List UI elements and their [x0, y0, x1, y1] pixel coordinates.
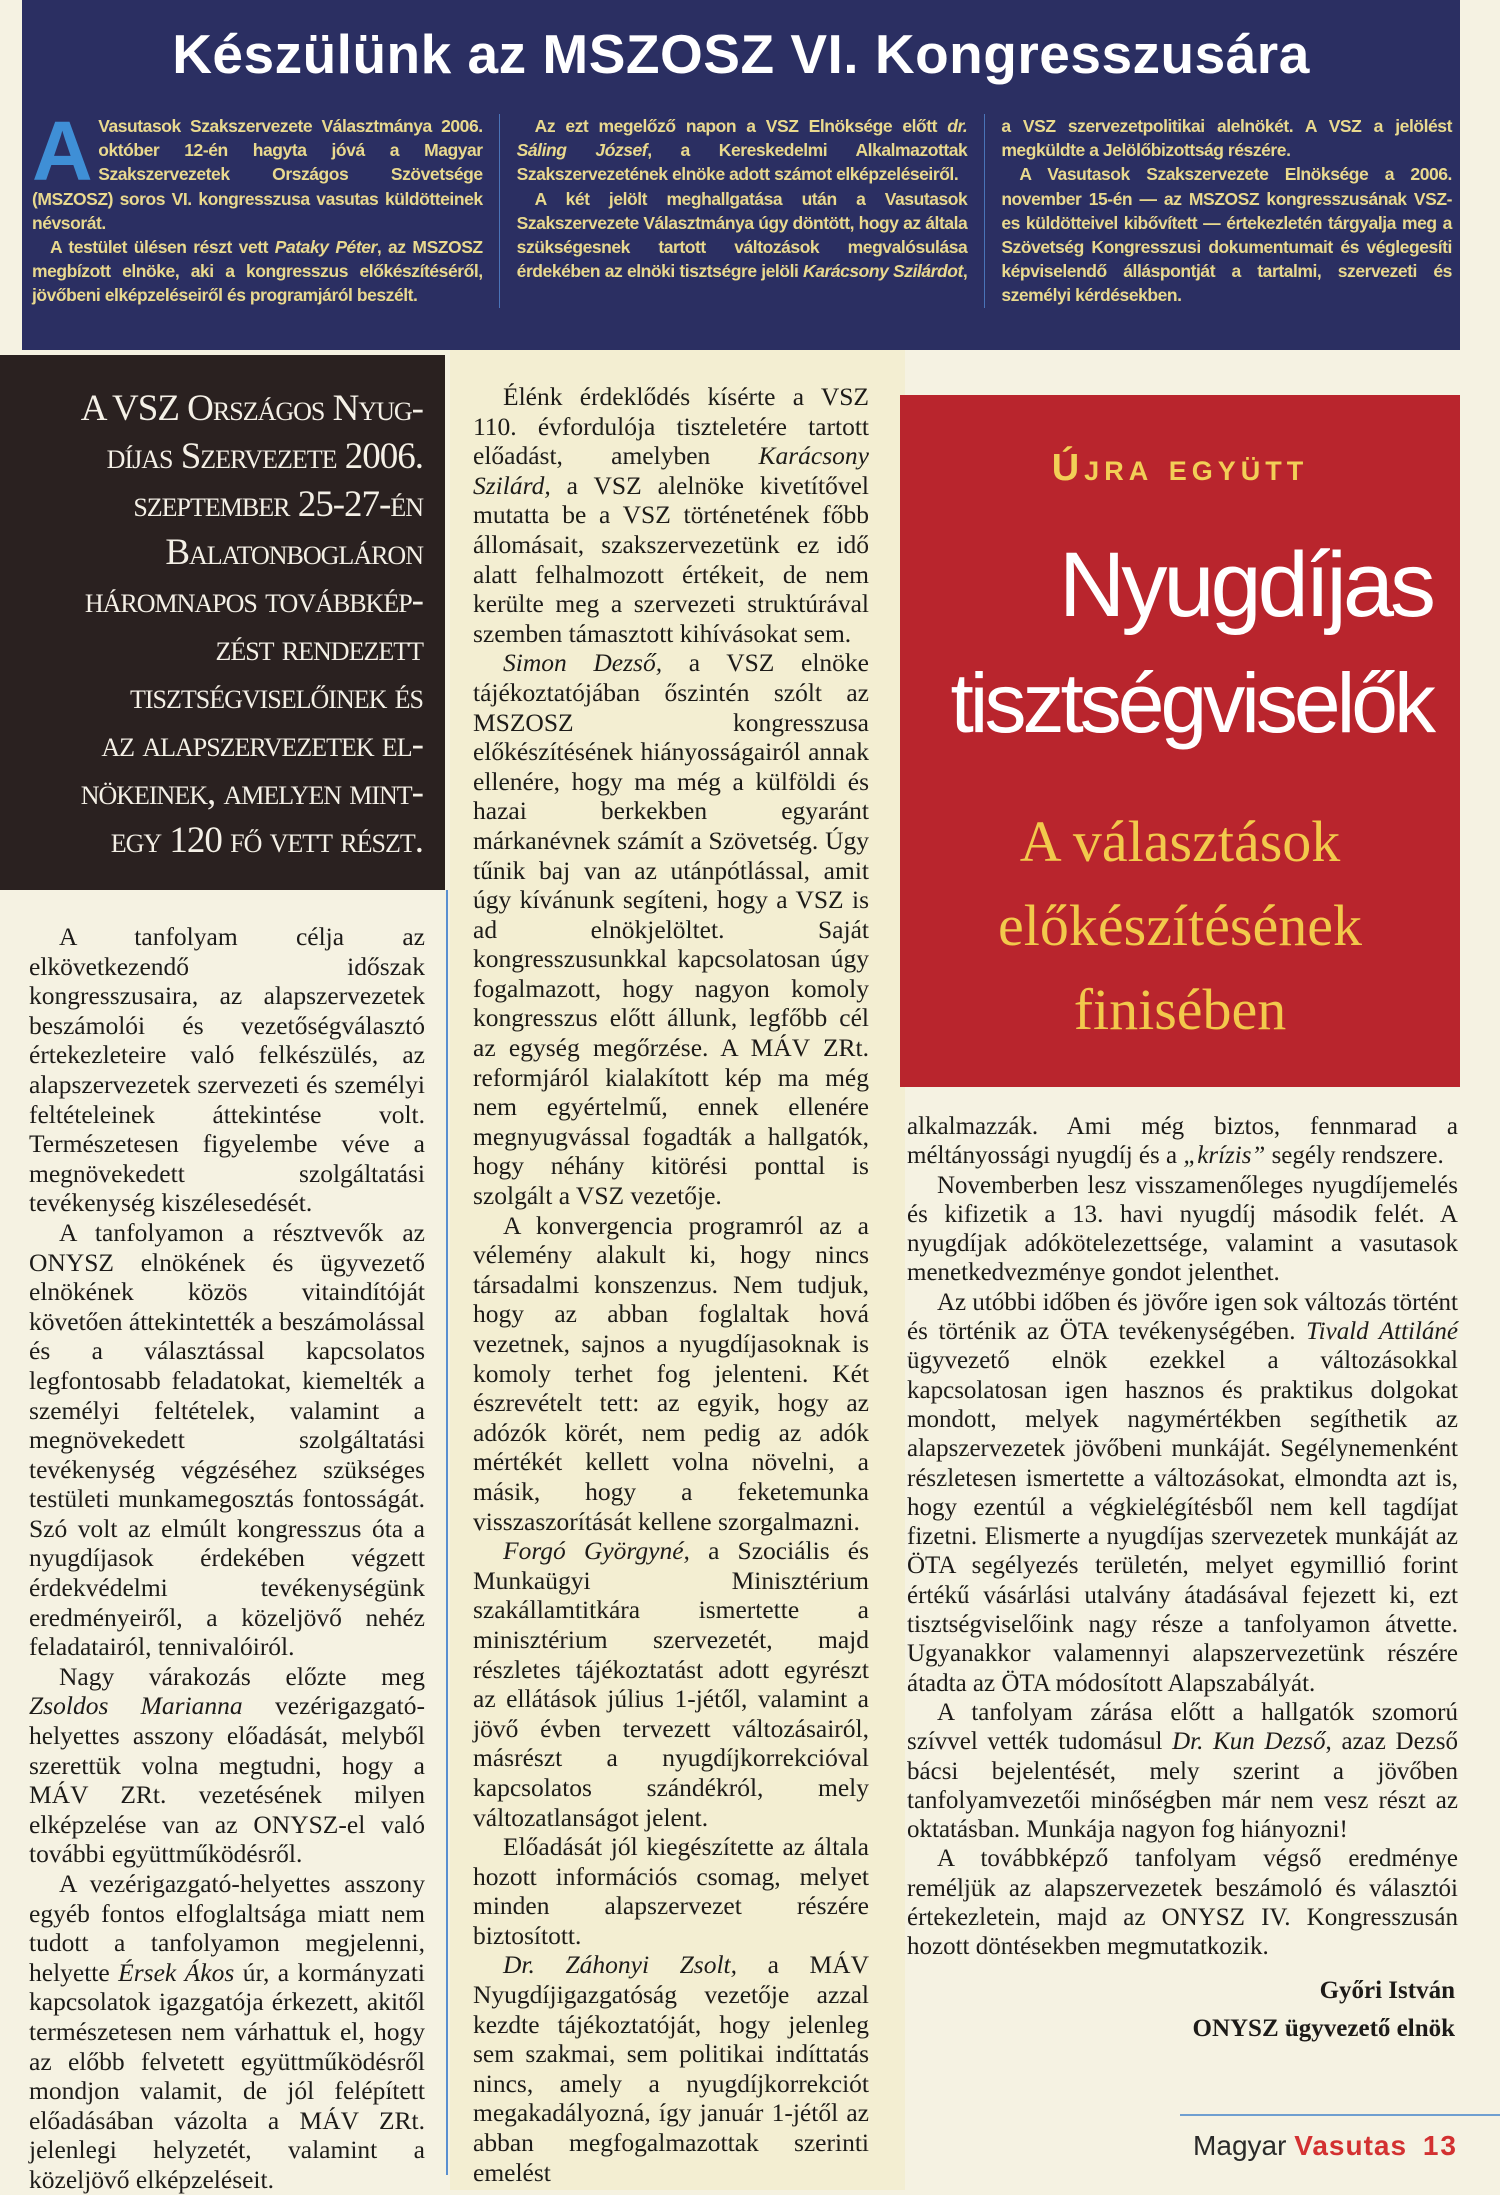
text-run: A két jelölt meghallgatása után a Vasutasok Szakszervezete Választmánya úgy döntött, hogy az általa szükségesnek tartott változások megvalósulása érdekében az elnöki tisztségre jelöli — [516, 188, 968, 282]
paragraph — [907, 1698, 1458, 1844]
text-run: A tanfolyam célja az elkövetkezendő időszak kongresszusaira, az alapszervezetek beszámolói és vezetőségválasztó értekezleteire való felkészülés, az alapszervezetek szervezeti és személyi feltételeinek áttekintése volt. Természetesen figyelembe véve a megnövekedett szolgáltatási tevékenység kiszélesedését. — [29, 922, 425, 1218]
lead-line: az alapszervezetek el- — [101, 724, 423, 765]
lead-line: zést rendezett — [215, 628, 423, 669]
text-run: A tanfolyamon a résztvevők az ONYSZ elnökének és ügyvezető elnökének közös vitaindítóját követően áttekintették a beszámolással és a választással kapcsolatos legfontosabb feladatokat, kiemelték a személyi feltételek, valamint a megnövekedett szolgáltatási tevékenység végzéséhez szükséges testületi munkamegosztás fontosságát. Szó volt az elmúlt kongresszus óta a nyugdíjasok érdekében végzett érdekvédelmi tevékenységünk eredményeiről, a közeljövő nehéz feladatairól, tennivalóiról. — [29, 1217, 425, 1662]
text-run: A Vasutasok Szakszervezete Elnöksége a 2006. november 15-én — az MSZOSZ kongresszusának VSZ-es küldötteivel kibővített — értekezletén tárgyalja meg a Szövetség Kongresszusi dokumentumait és véglegesíti képviselendő álláspontját a tartalmi, szervezeti és személyi kérdésekben. — [1001, 164, 1452, 306]
paragraph — [473, 1832, 869, 1950]
text-run: a MÁV Nyugdíjigazgatóság vezetője azzal kezdte tájékoztatóját, hogy jelenleg sem szakmai, sem politikai indíttatás nincs, amely a nyugdíjkorrekciót megakadályozná, így január 1-jétől az abban megfogalmazottak szerinti emelést — [473, 1950, 870, 2187]
text-run: a VSZ alelnöke kivetítővel mutatta be a VSZ történetének főbb állomásait, szakszervezetünk ez idő alatt felhalmozott értékeit, de nem kerülte meg a szervezeti struktúrával szemben támasztott kihívásokat sem. — [473, 470, 869, 648]
page-footer — [1193, 2130, 1458, 2162]
paragraph — [473, 648, 869, 1210]
paragraph — [473, 382, 869, 648]
paragraph — [473, 1950, 869, 2187]
paragraph — [907, 1288, 1458, 1698]
text-run: a Szociális és Munkaügyi Minisztérium szakállamtitkára ismertette a minisztérium szervezetét, majd részletes tájékoztatást adott egyrészt az ellátások július 1-jétől, valamint a jövő évben tervezett változásairól, másrészt a nyugdíjkorrekcióval kapcsolatos szándékról, mely változatlanságot jelent. — [473, 1536, 870, 1832]
signature — [1193, 1972, 1456, 2048]
text-run: Az utóbbi időben és jövőre igen sok változás történt és történik az ÖTA tevékenységében. — [907, 1288, 1458, 1346]
column-divider — [446, 890, 448, 2175]
italic-name: Pataky Péter — [274, 237, 377, 258]
text-run: Az ezt megelőző napon a VSZ Elnöksége előtt — [534, 116, 948, 136]
lead-line: háromnapos továbbkép- — [84, 580, 423, 621]
text-run: A továbbképző tanfolyam végső eredménye reméljük az alapszervezetek beszámoló és választói értekezletein, majd az ONYSZ IV. Kongresszusán hozott döntésekben megmutatkozik. — [907, 1845, 1458, 1961]
text-run: ügyvezető elnök ezekkel a változásokkal kapcsolatosan igen hasznos és praktikus dolgokat mondott, melyek nagymértékben segíthetik az alapszervezetek jövőbeni munkáját. Segélynemenként részletesen ismertette a változásokat, elmondta azt is, hogy ezentúl a végkielégítésből nem kell tagdíjat fizetni. Elismerte a nyugdíjas szervezetek munkáját az ÖTA segélyezés területén, melyet egymillió forint értékű vásárlási utalvány átadásával fejezett ki, ezt tisztségviselőink nagy része a tanfolyamon átvette. Ugyanakkor valamennyi alapszervezetünk részére átadta az ÖTA módosított Alapszabályát. — [907, 1347, 1458, 1697]
paragraph — [29, 1869, 425, 2195]
feature-title-box — [900, 395, 1460, 1087]
page-number: 13 — [1422, 2130, 1458, 2161]
banner-title: Készülünk az MSZOSZ VI. Kongresszusára — [172, 23, 1310, 85]
text-run: Élénk érdeklődés kísérte a VSZ 110. évfordulója tiszteletére tartott előadást, amelyben — [473, 382, 869, 471]
paragraph — [29, 1662, 425, 1869]
text-run: , a Kereskedelmi Alkalmazottak Szakszervezetének elnöke adott számot elképzeléseiről. — [516, 140, 968, 185]
article-column-right — [907, 1112, 1458, 1962]
paragraph — [1001, 162, 1452, 307]
paragraph — [32, 104, 483, 235]
text-run: A testület ülésen részt vett — [50, 237, 275, 258]
paragraph — [907, 1844, 1458, 1961]
footer-magazine-word1: Magyar — [1193, 2130, 1287, 2161]
banner-columns — [32, 104, 1452, 308]
lead-line: nökeinek, amelyen mint- — [80, 772, 423, 813]
lead-line: egy 120 fő vett részt. — [110, 820, 423, 861]
italic-name: Dr. Kun Dezső — [1172, 1728, 1326, 1756]
text-run: alkalmazzák. Ami még biztos, fennmarad a méltányossági nyugdíj és a — [907, 1113, 1458, 1170]
italic-name: Karácsony Szilárd, — [473, 441, 869, 500]
text-run: Vasutasok Szakszervezete Választmánya 2006. október 12-én hagyta jóvá a Magyar Szakszervezetek Országos Szövetsége (MSZOSZ) soros VI. kongresszusa vasutas küldötteinek névsorát. — [32, 116, 483, 233]
paragraph — [32, 235, 483, 308]
footer-magazine-word2: Vasutas — [1294, 2130, 1408, 2161]
article-column-left — [29, 922, 425, 2195]
lead-line: tisztségviselőinek és — [129, 676, 423, 717]
paragraph — [29, 922, 425, 1218]
text-run: A tanfolyam zárása előtt a hallgatók szomorú szívvel vették tudomásul — [907, 1698, 1458, 1756]
paragraph — [907, 1112, 1458, 1171]
italic-name: Tivald Attiláné — [1306, 1318, 1459, 1346]
text-run: A konvergencia programról az a vélemény alakult ki, hogy nincs társadalmi konszenzus. Nem tudjuk, hogy az abban foglaltak hová vezetnek, sajnos a nyugdíjasoknak is komoly terhet fog jelenteni. Két észrevételt tett: az egyik, hogy az adózók körét, nem pedig az adók mértékét kellett volna növelni, a másik, hogy a feketemunka visszaszorítását kellene szorgalmazni. — [473, 1210, 869, 1536]
feature-subtitle: A választások előkészítésének finisében — [998, 809, 1362, 1042]
paragraph — [907, 1171, 1458, 1288]
text-run: Novemberben lesz visszamenőleges nyugdíjemelés és kifizetik a 13. havi nyugdíj második felét. A nyugdíjak adókötelezettsége, valamint a vasutasok menetkedvezménye gondot jelenthet. — [907, 1171, 1458, 1287]
text-run: , azaz Dezső bácsi bejelentését, mely szerint a jövőben tanfolyamvezetői minőségben már nem vesz részt az oktatásban. Munkája nagyon fog hiányozni! — [907, 1728, 1459, 1844]
article-column-middle — [473, 382, 869, 2187]
drop-cap: A — [32, 104, 93, 198]
text-run: A vezérigazgató-helyettes asszony egyéb fontos elfoglaltsága miatt nem tudott a tanfolyamon megjelenni, helyette — [29, 1869, 425, 1987]
signature-role: ONYSZ ügyvezető elnök — [1192, 2015, 1455, 2042]
paragraph — [517, 114, 968, 187]
lead-line: szeptember 25-27-én — [133, 484, 423, 525]
feature-title-line2: tisztségviselők — [950, 656, 1432, 750]
italic-name: Forgó Györgyné, — [503, 1536, 690, 1566]
lead-box — [0, 355, 445, 890]
italic-name: Zsoldos Marianna — [29, 1691, 243, 1721]
feature-kicker: Újra együtt — [1051, 447, 1309, 489]
italic-name: Érsek Ákos — [118, 1957, 235, 1987]
feature-title-line1: Nyugdíjas — [1058, 534, 1432, 636]
text-run: a VSZ elnöke tájékoztatójában őszintén szólt az MSZOSZ kongresszusa előkészítésének hiányosságairól annak ellenére, hogy ma még a külföldi és hazai berkekben egyaránt márkanévnek számít a Szövetség. Úgy tűnik baj van az utánpótlással, amit úgy kívánunk segíteni, hogy a VSZ is ad elnökjelöltet. Saját kongresszusunkkal kapcsolatosan úgy fogalmazott, hogy nagyon komoly kongresszus előtt állunk, legfőbb cél az egység megőrzése. A MÁV ZRt. reformjáról kialakított kép ma még nem egyértelmű, ennek ellenére megnyugvással fogadták a hallgatók, hogy néhány kitörési ponttal is szolgált a VSZ vezetője. — [473, 648, 869, 1211]
lead-line: Balatonbogláron — [165, 532, 423, 573]
italic-name: dr. Sáling József — [516, 116, 968, 161]
lead-text — [81, 385, 423, 865]
text-run: Nagy várakozás előzte meg — [59, 1661, 425, 1691]
headline-banner — [22, 0, 1460, 350]
paragraph — [29, 1218, 425, 1662]
signature-name: Győri István — [1319, 1977, 1455, 2004]
text-run: Előadását jól kiegészítette az általa hozott információs csomag, melyet minden alapszervezet részére biztosított. — [473, 1832, 869, 1950]
lead-line: A VSZ Országos Nyug- — [80, 388, 423, 429]
text-run: vezérigazgató-helyettes asszony előadását, melyből szerettük volna megtudni, hogy a MÁV ZRt. vezetésének milyen elképzelése van az ONYSZ-el való további együttműködésről. — [29, 1691, 425, 1869]
footer-rule — [1180, 2114, 1500, 2116]
paragraph — [473, 1536, 869, 1832]
italic-name: Karácsony Szilárdot — [803, 261, 963, 282]
text-run: úr, a kormányzati kapcsolatok igazgatója érkezett, akitől természetesen nem várhattuk el, hogy az előbb felvetett együttműködésről mondjon valamit, de jól felépített előadásában vázolta a MÁV ZRt. jelenlegi helyzetét, valamint a közeljövő elképzeléseit. — [29, 1957, 425, 2194]
text-run: , a VSZ szervezetpolitikai alelnökét. A VSZ a jelölést megküldte a Jelölőbizottság részére. — [962, 116, 1452, 282]
paragraph — [473, 1211, 869, 1537]
lead-line: díjas Szervezete 2006. — [106, 436, 423, 477]
italic-name: Simon Dezső, — [503, 648, 663, 678]
text-run: segély rendszere. — [1265, 1142, 1444, 1170]
text-run: , az MSZOSZ megbízott elnöke, aki a kongresszus előkészítéséről, jövőbeni elképzeléseiről és programjáról beszélt. — [32, 237, 483, 306]
italic-name: „krízis” — [1183, 1142, 1266, 1170]
italic-name: Dr. Záhonyi Zsolt, — [503, 1950, 738, 1980]
